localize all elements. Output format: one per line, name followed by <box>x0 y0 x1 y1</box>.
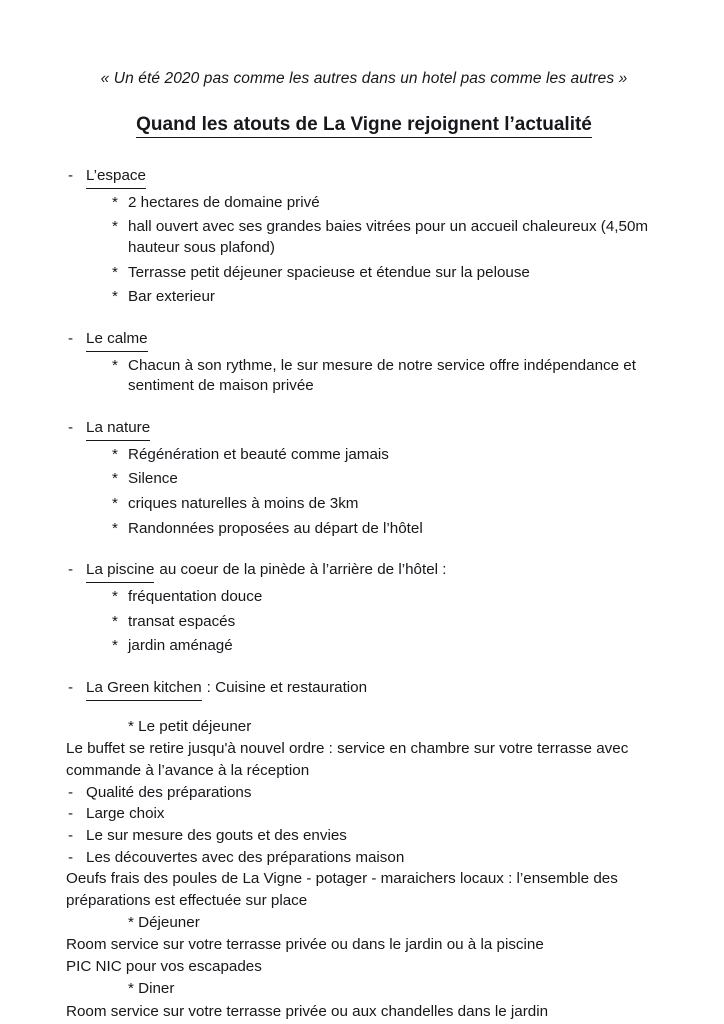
dash-marker: - <box>68 805 74 823</box>
list-item <box>68 804 662 825</box>
section-heading <box>68 560 662 583</box>
star-marker: * <box>112 519 118 537</box>
section-heading-label: L’espace <box>86 166 146 189</box>
list-item-text: Chacun à son rythme, le sur mesure de notre service offre indépendance et sentiment de maison privée <box>128 356 636 395</box>
list-item <box>66 469 662 490</box>
list-item <box>66 217 662 258</box>
section-heading <box>68 678 662 701</box>
star-marker: * <box>112 495 118 513</box>
list-item <box>66 494 662 515</box>
list-item-text: 2 hectares de domaine privé <box>128 193 320 211</box>
section-heading-label: La nature <box>86 418 150 441</box>
breakfast-note-line-1: Le buffet se retire jusqu'à nouvel ordre : service en chambre sur votre terrasse avec <box>66 740 629 758</box>
list-item-text: Randonnées proposées au départ de l’hôtel <box>128 519 423 537</box>
star-marker: * <box>112 263 118 281</box>
breakfast-label <box>128 717 662 738</box>
list-item-text: Régénération et beauté comme jamais <box>128 445 389 463</box>
dash-marker: - <box>68 561 74 579</box>
list-item-text: Les découvertes avec des préparations maison <box>86 848 405 866</box>
list-item-text: criques naturelles à moins de 3km <box>128 495 359 513</box>
page-title-text: Quand les atouts de La Vigne rejoignent l’actualité <box>136 114 592 138</box>
list-item-text: Bar exterieur <box>128 288 215 306</box>
dinner-note-line-1: Room service sur votre terrasse privée ou aux chandelles dans le jardin <box>66 1002 549 1020</box>
list-item-text: Large choix <box>86 805 165 823</box>
section-heading-label: Le calme <box>86 329 148 352</box>
section-espace <box>66 166 662 308</box>
list-item <box>66 636 662 657</box>
bullet-list <box>66 445 662 540</box>
section-green-kitchen <box>66 678 662 1022</box>
star-marker: * <box>112 218 118 236</box>
document-tagline: « Un été 2020 pas comme les autres dans un hotel pas comme les autres » <box>100 70 628 87</box>
breakfast-features-list <box>66 783 662 869</box>
list-item <box>66 287 662 308</box>
breakfast-label-text: * Le petit déjeuner <box>128 717 252 735</box>
list-item <box>68 826 662 847</box>
section-heading-label: La Green kitchen <box>86 678 202 701</box>
section-piscine <box>66 560 662 657</box>
star-marker: * <box>112 588 118 606</box>
dash-marker: - <box>68 167 74 184</box>
section-calme <box>66 329 662 397</box>
dash-marker: - <box>68 330 74 348</box>
star-marker: * <box>112 193 118 211</box>
document-body <box>66 166 662 1022</box>
dash-marker: - <box>68 783 74 801</box>
section-heading <box>68 418 662 441</box>
list-item <box>66 356 662 397</box>
dash-marker: - <box>68 848 74 866</box>
star-marker: * <box>112 612 118 630</box>
list-item <box>68 848 662 869</box>
list-item <box>66 587 662 608</box>
section-heading <box>68 329 662 352</box>
page-title <box>66 114 662 136</box>
section-heading-rest: : Cuisine et restauration <box>206 679 368 697</box>
eggs-note-line-1: Oeufs frais des poules de La Vigne - potager - maraichers locaux : l’ensemble des <box>66 870 618 888</box>
section-heading <box>68 166 662 189</box>
list-item-text: Le sur mesure des gouts et des envies <box>86 827 347 845</box>
list-item-text: fréquentation douce <box>128 588 263 606</box>
list-item-text: Qualité des préparations <box>86 783 252 801</box>
list-item-text: hall ouvert avec ses grandes baies vitrées pour un accueil chaleureux (4,50m hauteur sous plafond) <box>128 218 649 257</box>
list-item <box>66 193 662 214</box>
list-item-text: jardin aménagé <box>128 637 233 655</box>
star-marker: * <box>112 470 118 488</box>
list-item-text: transat espacés <box>128 612 236 630</box>
lunch-label <box>128 913 662 934</box>
dinner-label <box>128 979 662 1000</box>
list-item <box>66 445 662 466</box>
list-item <box>66 612 662 633</box>
section-nature <box>66 418 662 539</box>
lunch-label-text: * Déjeuner <box>128 913 200 931</box>
list-item <box>68 783 662 804</box>
section-heading-label: La piscine <box>86 560 154 583</box>
list-item <box>66 519 662 540</box>
dash-marker: - <box>68 679 74 697</box>
star-marker: * <box>112 356 118 374</box>
star-marker: * <box>112 445 118 463</box>
bullet-list <box>66 193 662 308</box>
lunch-note-line-2: PIC NIC pour vos escapades <box>66 958 262 976</box>
list-item <box>66 263 662 284</box>
list-item-text: Terrasse petit déjeuner spacieuse et étendue sur la pelouse <box>128 263 530 281</box>
eggs-note-line-2: préparations est effectuée sur place <box>66 892 308 910</box>
star-marker: * <box>112 637 118 655</box>
bullet-list <box>66 587 662 657</box>
dinner-label-text: * Diner <box>128 979 175 997</box>
breakfast-note-line-2: commande à l’avance à la réception <box>66 762 310 780</box>
star-marker: * <box>112 288 118 306</box>
lunch-note-line-1: Room service sur votre terrasse privée ou dans le jardin ou à la piscine <box>66 936 544 954</box>
dash-marker: - <box>68 419 74 437</box>
list-item-text: Silence <box>128 470 178 488</box>
section-heading-rest: au coeur de la pinède à l’arrière de l’hôtel : <box>159 561 447 579</box>
bullet-list <box>66 356 662 397</box>
dash-marker: - <box>68 827 74 845</box>
